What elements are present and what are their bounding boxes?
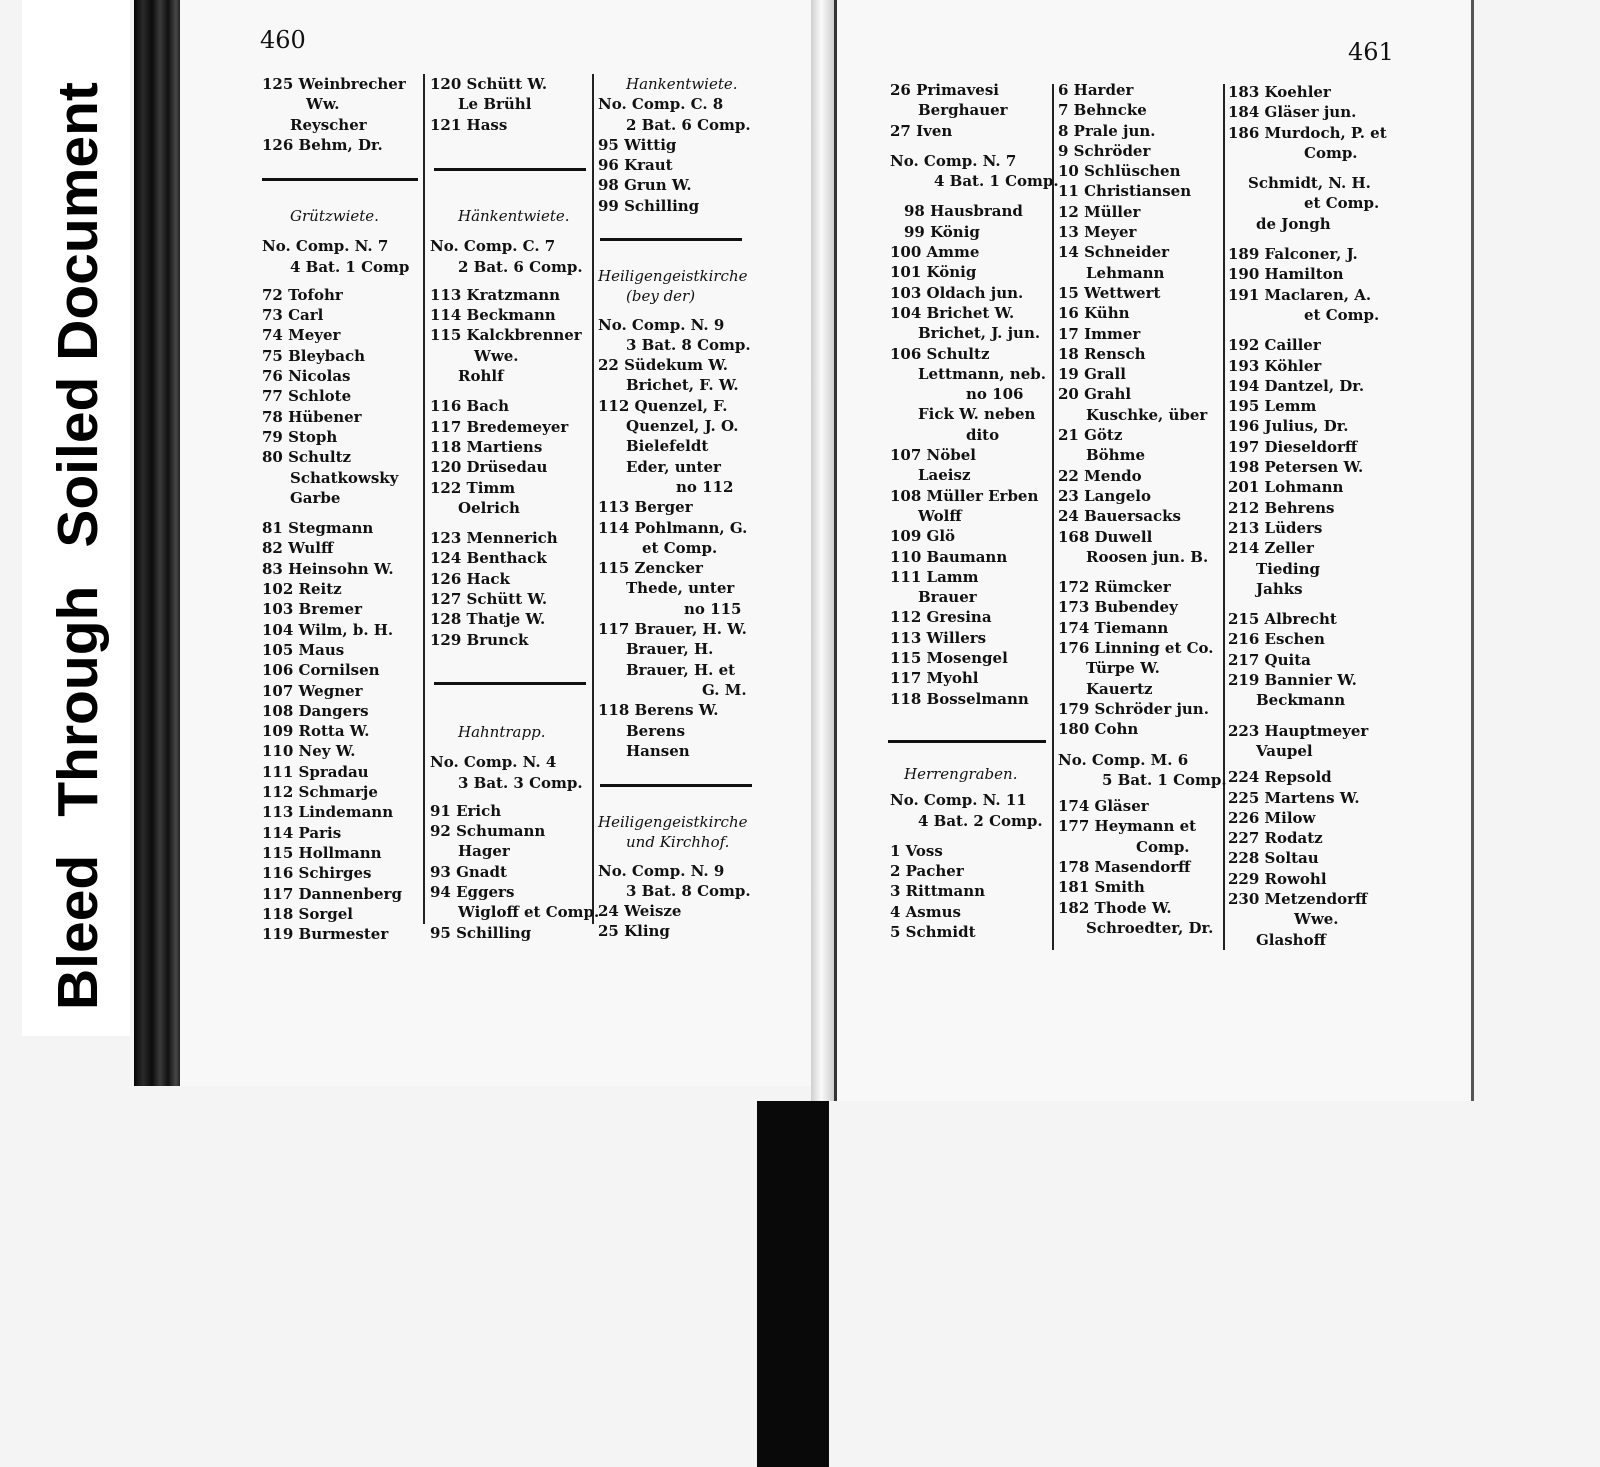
- company-line: No. Comp. N. 7: [262, 237, 389, 256]
- entry: 17 Immer: [1058, 324, 1141, 343]
- entry: 179 Schröder jun.: [1058, 699, 1209, 718]
- entry: 79 Stoph: [262, 427, 338, 446]
- right-column-2: [1058, 80, 1227, 938]
- entry: 223 Hauptmeyer: [1228, 721, 1369, 740]
- entry: 22 Mendo: [1058, 466, 1142, 485]
- left-column-1: [262, 74, 422, 155]
- entry: 113 Kratzmann: [430, 285, 561, 304]
- entry: 120 Schütt W.: [430, 75, 548, 93]
- entry: 82 Wulff: [262, 539, 334, 558]
- entry: Eder, unter: [626, 457, 721, 476]
- entry: Wigloff et Comp.: [458, 903, 600, 922]
- entry: 22 Südekum W.: [598, 356, 728, 375]
- entry: 224 Repsold: [1228, 768, 1332, 787]
- entry: 201 Lohmann: [1228, 478, 1344, 497]
- entry: Brauer: [918, 588, 977, 607]
- company-line: 4 Bat. 1 Comp.: [934, 172, 1059, 191]
- company-line: 2 Bat. 6 Comp.: [458, 257, 583, 276]
- street-heading: Heiligengeistkirche: [598, 813, 748, 831]
- entry: 174 Tiemann: [1058, 618, 1169, 637]
- column-divider: [423, 74, 425, 924]
- entry: 124 Benthack: [430, 549, 547, 568]
- company-line: No. Comp. N. 7: [890, 151, 1017, 170]
- book-edge: [134, 0, 180, 1086]
- entry: 105 Maus: [262, 640, 345, 659]
- entry: 103 Oldach jun.: [890, 283, 1024, 302]
- street-heading: Hahntrapp.: [458, 723, 546, 741]
- entry: 95 Schilling: [430, 923, 532, 942]
- entry: 129 Brunck: [430, 630, 529, 649]
- entry: 192 Cailler: [1228, 336, 1321, 355]
- entry: 190 Hamilton: [1228, 265, 1344, 284]
- entry: 108 Müller Erben: [890, 486, 1039, 505]
- entry: 117 Myohl: [890, 669, 979, 688]
- book-gutter: [811, 0, 834, 1101]
- company-line: No. Comp. C. 7: [430, 237, 556, 256]
- company-line: 4 Bat. 2 Comp.: [918, 811, 1043, 830]
- entry: 95 Wittig: [598, 135, 677, 154]
- entry: 216 Eschen: [1228, 630, 1325, 649]
- company-line: No. Comp. N. 4: [430, 753, 557, 772]
- entry: Le Brühl: [458, 95, 532, 114]
- entry: Schatkowsky: [290, 468, 399, 487]
- entry: 181 Smith: [1058, 878, 1145, 897]
- page-number-left: 460: [260, 26, 306, 54]
- company-line: 5 Bat. 1 Comp.: [1102, 770, 1227, 789]
- left-column-3: [598, 74, 766, 216]
- company-line: 3 Bat. 8 Comp.: [626, 881, 751, 900]
- entry: 9 Schröder: [1058, 141, 1151, 160]
- entry: 103 Bremer: [262, 600, 362, 619]
- entry: Garbe: [290, 488, 341, 507]
- entry: Böhme: [1086, 446, 1146, 465]
- entry: 15 Wettwert: [1058, 283, 1161, 302]
- entry: 27 Iven: [890, 121, 953, 140]
- entry: 178 Masendorff: [1058, 857, 1191, 876]
- entry: 16 Kühn: [1058, 304, 1130, 323]
- company-line: No. Comp. M. 6: [1058, 750, 1189, 769]
- section-rule: [600, 238, 742, 241]
- entry: Wwe.: [1294, 910, 1339, 929]
- entry: 195 Lemm: [1228, 397, 1317, 416]
- entry: 118 Sorgel: [262, 904, 354, 923]
- entry: 126 Hack: [430, 569, 510, 588]
- company-line: No. Comp. N. 9: [598, 861, 725, 880]
- entry: Berghauer: [918, 101, 1008, 120]
- entry: 121 Hass: [430, 115, 508, 134]
- entry: Schmidt, N. H.: [1248, 174, 1371, 193]
- entry: Vaupel: [1256, 741, 1313, 760]
- entry: Türpe W.: [1086, 659, 1160, 678]
- entry: 115 Mosengel: [890, 649, 1008, 668]
- street-heading: und Kirchhof.: [626, 833, 730, 852]
- entry: 112 Gresina: [890, 608, 992, 627]
- entry: 174 Gläser: [1058, 797, 1149, 816]
- entry: 107 Nöbel: [890, 446, 976, 465]
- entry: 227 Rodatz: [1228, 829, 1323, 848]
- entry: 78 Hübener: [262, 407, 362, 426]
- street-heading: Grützwiete.: [290, 207, 379, 225]
- entry: 19 Grall: [1058, 365, 1126, 384]
- entry: G. M.: [702, 680, 747, 699]
- entry: 98 Hausbrand: [904, 202, 1023, 221]
- entry: Lehmann: [1086, 263, 1165, 282]
- entry: 194 Dantzel, Dr.: [1228, 376, 1365, 395]
- entry: 72 Tofohr: [262, 285, 343, 304]
- company-line: No. Comp. N. 9: [598, 315, 725, 334]
- entry: Comp.: [1136, 837, 1190, 856]
- entry: Brichet, F. W.: [626, 376, 739, 395]
- entry: 173 Bubendey: [1058, 598, 1178, 617]
- entry: 193 Köhler: [1228, 356, 1322, 375]
- entry: et Comp.: [642, 538, 718, 557]
- entry: 176 Linning et Co.: [1058, 639, 1214, 658]
- entry: 197 Dieseldorff: [1228, 437, 1358, 456]
- entry: no 115: [684, 599, 742, 618]
- section-rule: [600, 784, 752, 787]
- entry: 118 Berens W.: [598, 701, 719, 720]
- entry: 125 Weinbrecher: [262, 75, 406, 93]
- entry: 112 Schmarje: [262, 783, 378, 802]
- entry: 228 Soltau: [1228, 849, 1319, 868]
- entry: 114 Pohlmann, G.: [598, 518, 748, 537]
- stamp-word-1: Bleed: [46, 854, 110, 1010]
- entry: 101 König: [890, 263, 977, 282]
- entry: 198 Petersen W.: [1228, 458, 1364, 477]
- entry: 229 Rowohl: [1228, 869, 1327, 888]
- entry: 115 Zencker: [598, 559, 703, 578]
- entry: 2 Pacher: [890, 862, 964, 881]
- entry: 106 Cornilsen: [262, 661, 380, 680]
- entry: 212 Behrens: [1228, 498, 1335, 517]
- entry: 75 Bleybach: [262, 346, 365, 365]
- entry: 115 Kalckbrenner: [430, 326, 582, 345]
- entry: Kauertz: [1086, 679, 1153, 698]
- entry: 127 Schütt W.: [430, 590, 548, 609]
- entry: 111 Spradau: [262, 762, 369, 781]
- entry: 110 Ney W.: [262, 742, 356, 761]
- company-line: 4 Bat. 1 Comp: [290, 257, 410, 276]
- entry: Reyscher: [290, 115, 367, 134]
- entry: 118 Bosselmann: [890, 689, 1029, 708]
- entry: 184 Gläser jun.: [1228, 103, 1357, 122]
- company-line: 2 Bat. 6 Comp.: [626, 115, 751, 134]
- entry: 80 Schultz: [262, 448, 352, 467]
- section-rule: [262, 178, 418, 181]
- entry: Fick W. neben: [918, 405, 1036, 424]
- entry: 116 Bach: [430, 397, 509, 416]
- column-divider: [592, 74, 594, 924]
- entry: 214 Zeller: [1228, 539, 1314, 558]
- entry: Quenzel, J. O.: [626, 417, 739, 436]
- entry: 77 Schlote: [262, 387, 352, 406]
- entry: 113 Willers: [890, 628, 987, 647]
- entry: 8 Prale jun.: [1058, 121, 1156, 140]
- entry: Rohlf: [458, 367, 504, 386]
- entry: 12 Müller: [1058, 202, 1141, 221]
- section-rule: [888, 740, 1046, 743]
- entry: 182 Thode W.: [1058, 898, 1172, 917]
- entry: 217 Quita: [1228, 650, 1311, 669]
- entry: 102 Reitz: [262, 580, 342, 599]
- entry: 24 Bauersacks: [1058, 507, 1181, 526]
- entry: 106 Schultz: [890, 344, 990, 363]
- entry: Jahks: [1256, 579, 1303, 598]
- entry: Roosen jun. B.: [1086, 547, 1209, 566]
- entry: Ww.: [306, 95, 340, 114]
- entry: 109 Glö: [890, 527, 956, 546]
- entry: Lettmann, neb.: [918, 364, 1046, 383]
- entry: 123 Mennerich: [430, 529, 558, 548]
- entry: 113 Berger: [598, 498, 693, 517]
- entry: 18 Rensch: [1058, 344, 1146, 363]
- entry: 76 Nicolas: [262, 367, 351, 386]
- entry: 180 Cohn: [1058, 720, 1139, 739]
- entry: 21 Götz: [1058, 426, 1123, 445]
- entry: 107 Wegner: [262, 681, 363, 700]
- entry: 226 Milow: [1228, 808, 1316, 827]
- entry: 111 Lamm: [890, 567, 979, 586]
- stamp-text: [28, 10, 128, 1010]
- page-number-right: 461: [1348, 38, 1394, 66]
- section-rule: [434, 168, 586, 171]
- company-line: No. Comp. C. 8: [598, 95, 724, 114]
- entry: 191 Maclaren, A.: [1228, 285, 1372, 304]
- entry: no 106: [966, 385, 1024, 404]
- entry: 116 Schirges: [262, 864, 372, 883]
- entry: 4 Asmus: [890, 902, 961, 921]
- company-line: No. Comp. N. 11: [890, 791, 1027, 810]
- entry: 110 Baumann: [890, 547, 1008, 566]
- entry: 118 Martiens: [430, 437, 543, 456]
- entry: 215 Albrecht: [1228, 610, 1337, 629]
- entry: de Jongh: [1256, 214, 1331, 233]
- entry: 98 Grun W.: [598, 176, 692, 195]
- entry: 6 Harder: [1058, 81, 1134, 99]
- entry: 92 Schumann: [430, 822, 546, 841]
- entry: 230 Metzendorff: [1228, 889, 1368, 908]
- entry: 126 Behm, Dr.: [262, 135, 383, 154]
- entry: 219 Bannier W.: [1228, 671, 1357, 690]
- entry: 1 Voss: [890, 841, 943, 860]
- column-divider: [1052, 84, 1054, 950]
- entry: 109 Rotta W.: [262, 722, 370, 741]
- entry: Berens: [626, 721, 686, 740]
- entry: 168 Duwell: [1058, 527, 1153, 546]
- entry: 117 Brauer, H. W.: [598, 620, 747, 639]
- company-line: 3 Bat. 3 Comp.: [458, 773, 583, 792]
- right-column-1: [890, 80, 1059, 709]
- left-column-1-section: [262, 206, 422, 944]
- left-column-3-section: [598, 266, 766, 761]
- entry: 91 Erich: [430, 801, 502, 820]
- company-line: 3 Bat. 8 Comp.: [626, 335, 751, 354]
- bookmark-ribbon: [757, 1101, 829, 1467]
- entry: 23 Langelo: [1058, 486, 1152, 505]
- entry: 99 Schilling: [598, 196, 700, 215]
- entry: no 112: [676, 477, 734, 496]
- entry: 14 Schneider: [1058, 243, 1170, 262]
- entry: 5 Schmidt: [890, 923, 976, 942]
- entry: 120 Drüsedau: [430, 458, 548, 477]
- entry: 74 Meyer: [262, 326, 341, 345]
- entry: 186 Murdoch, P. et: [1228, 123, 1387, 142]
- entry: 183 Koehler: [1228, 83, 1331, 101]
- entry: 11 Christiansen: [1058, 182, 1192, 201]
- street-heading: Heiligengeistkirche: [598, 267, 748, 285]
- entry: 172 Rümcker: [1058, 578, 1171, 597]
- street-heading: (bey der): [626, 287, 696, 306]
- entry: 177 Heymann et: [1058, 817, 1197, 836]
- entry: Hager: [458, 842, 510, 861]
- entry: 3 Rittmann: [890, 882, 986, 901]
- entry: 114 Beckmann: [430, 306, 556, 325]
- entry: 104 Wilm, b. H.: [262, 620, 394, 639]
- entry: et Comp.: [1304, 305, 1380, 324]
- entry: 189 Falconer, J.: [1228, 245, 1358, 264]
- street-heading: Hankentwiete.: [626, 75, 738, 93]
- entry: Thede, unter: [626, 579, 735, 598]
- right-column-1-section: [890, 764, 1050, 942]
- entry: 13 Meyer: [1058, 223, 1137, 242]
- entry: Comp.: [1304, 143, 1358, 162]
- entry: 122 Timm: [430, 478, 516, 497]
- entry: 81 Stegmann: [262, 519, 374, 538]
- entry: 213 Lüders: [1228, 518, 1323, 537]
- entry: et Comp.: [1304, 194, 1380, 213]
- entry: 112 Quenzel, F.: [598, 396, 728, 415]
- entry: 73 Carl: [262, 306, 324, 325]
- entry: Hansen: [626, 741, 690, 760]
- entry: 24 Weisze: [598, 902, 682, 921]
- left-column-3-section-2: [598, 812, 766, 942]
- entry: 96 Kraut: [598, 156, 673, 175]
- entry: 7 Behncke: [1058, 101, 1147, 120]
- left-column-2: [430, 74, 590, 135]
- entry: 113 Lindemann: [262, 803, 394, 822]
- stamp-word-3: Soiled Document: [46, 82, 110, 548]
- entry: 10 Schlüschen: [1058, 162, 1181, 181]
- entry: Brauer, H.: [626, 640, 714, 659]
- entry: 119 Burmester: [262, 925, 389, 944]
- entry: Beckmann: [1256, 691, 1346, 710]
- entry: 196 Julius, Dr.: [1228, 417, 1349, 436]
- right-column-3: [1228, 82, 1398, 950]
- entry: 115 Hollmann: [262, 843, 382, 862]
- entry: 104 Brichet W.: [890, 303, 1015, 322]
- entry: 93 Gnadt: [430, 862, 507, 881]
- entry: 99 König: [904, 222, 980, 241]
- entry: Tieding: [1256, 559, 1320, 578]
- entry: Laeisz: [918, 466, 971, 485]
- street-heading: Hänkentwiete.: [458, 207, 570, 225]
- entry: Wwe.: [474, 346, 519, 365]
- entry: 83 Heinsohn W.: [262, 559, 394, 578]
- column-divider: [1223, 84, 1225, 950]
- stamp-word-2: Through: [46, 585, 110, 817]
- entry: dito: [966, 425, 1000, 444]
- entry: 94 Eggers: [430, 883, 515, 902]
- entry: 108 Dangers: [262, 701, 369, 720]
- entry: Brauer, H. et: [626, 660, 736, 679]
- entry: Brichet, J. jun.: [918, 324, 1041, 343]
- entry: 128 Thatje W.: [430, 610, 546, 629]
- entry: 20 Grahl: [1058, 385, 1132, 404]
- entry: 117 Bredemeyer: [430, 417, 569, 436]
- entry: 25 Kling: [598, 922, 670, 941]
- left-column-2-section-2: [430, 722, 600, 943]
- entry: 117 Dannenberg: [262, 884, 402, 903]
- left-column-2-section: [430, 206, 590, 650]
- entry: 100 Amme: [890, 243, 980, 262]
- entry: Glashoff: [1256, 930, 1326, 949]
- entry: Bielefeldt: [626, 437, 709, 456]
- entry: Kuschke, über: [1086, 405, 1208, 424]
- entry: Oelrich: [458, 498, 520, 517]
- entry: Wolff: [918, 506, 962, 525]
- entry: Schroedter, Dr.: [1086, 918, 1214, 937]
- entry: 114 Paris: [262, 823, 342, 842]
- entry: 225 Martens W.: [1228, 788, 1360, 807]
- street-heading: Herrengraben.: [904, 765, 1018, 783]
- section-rule: [434, 682, 586, 685]
- entry: 26 Primavesi: [890, 81, 999, 99]
